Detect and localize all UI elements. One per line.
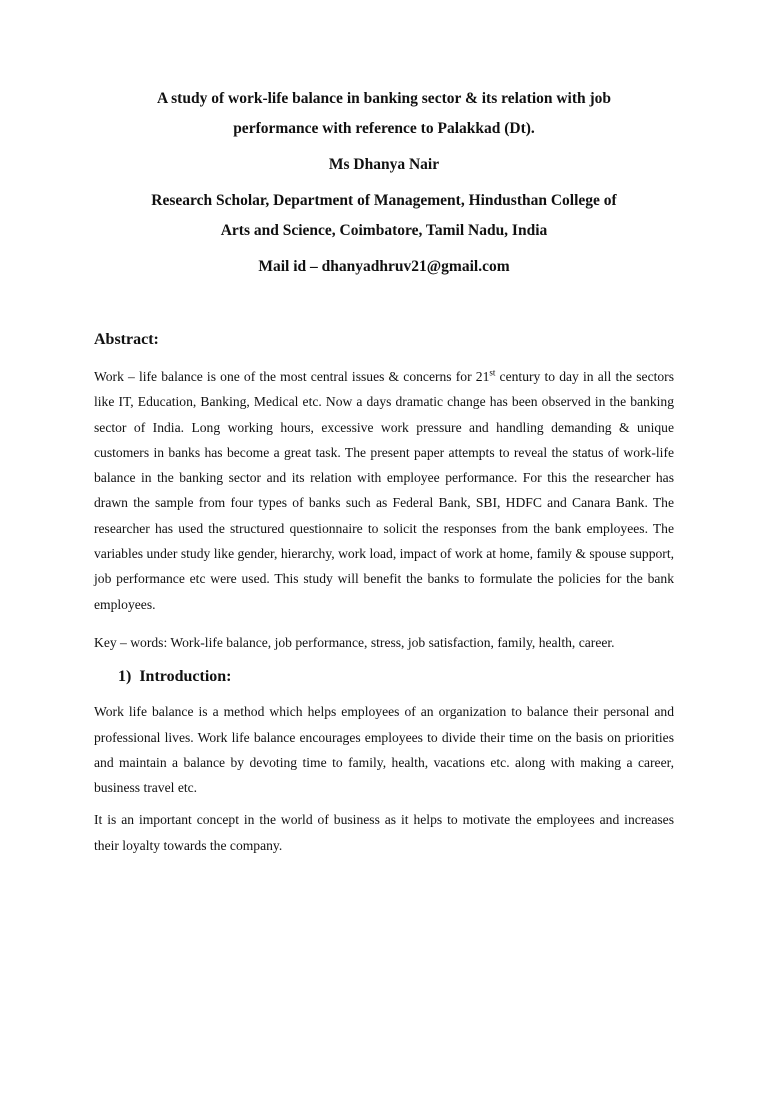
keywords-paragraph: Key – words: Work-life balance, job performance, stress, job satisfaction, family, health, career. — [94, 634, 615, 650]
paper-page — [0, 84, 768, 1108]
abstract-paragraph — [94, 364, 674, 617]
author-name: Ms Dhanya Nair — [328, 156, 440, 173]
abstract-heading: Abstract: — [94, 331, 159, 348]
introduction-heading: 1) Introduction: — [118, 668, 232, 686]
title-line-2: performance with reference to Palakkad (Dt). — [233, 120, 535, 137]
author-affiliation — [94, 186, 674, 246]
introduction-paragraph-1: Work life balance is a method which helps employees of an organization to balance their personal and professional lives. Work life balance encourages employees to divide their time on the basis on priorities and maintain a balance by devoting time to family, health, vacations etc. along with making a career, business travel etc. — [94, 704, 674, 796]
abstract-text-start: Work – life balance is one of the most central issues & concerns for 21 — [94, 369, 490, 384]
title-line-1: A study of work-life balance in banking sector & its relation with job — [156, 90, 612, 107]
affiliation-line-2: Arts and Science, Coimbatore, Tamil Nadu, India — [220, 222, 548, 239]
ordinal-superscript: st — [489, 367, 496, 378]
affiliation-line-1: Research Scholar, Department of Management, Hindusthan College of — [151, 192, 617, 209]
introduction-paragraph-2: It is an important concept in the world of business as it helps to motivate the employees and increases their loyalty towards the company. — [94, 812, 674, 853]
paper-title — [94, 84, 674, 144]
author-email: Mail id – dhanyadhruv21@gmail.com — [258, 258, 510, 275]
abstract-text-rest: century to day in all the sectors like IT, Education, Banking, Medical etc. Now a days dramatic change has been observed in the banking sector of India. Long working hours, excessive work pressure and handling demanding & unique customers in banks has become a great task. The present paper attempts to reveal the status of work-life balance in the banking sector and its relation with employee performance. For this the researcher has drawn the sample from four types of banks such as Federal Bank, SBI, HDFC and Canara Bank. The researcher has used the structured questionnaire to solicit the responses from the bank employees. The variables under study like gender, hierarchy, work load, impact of work at home, family & spouse support, job performance etc were used. This study will benefit the banks to formulate the policies for the bank employees. — [94, 369, 674, 612]
